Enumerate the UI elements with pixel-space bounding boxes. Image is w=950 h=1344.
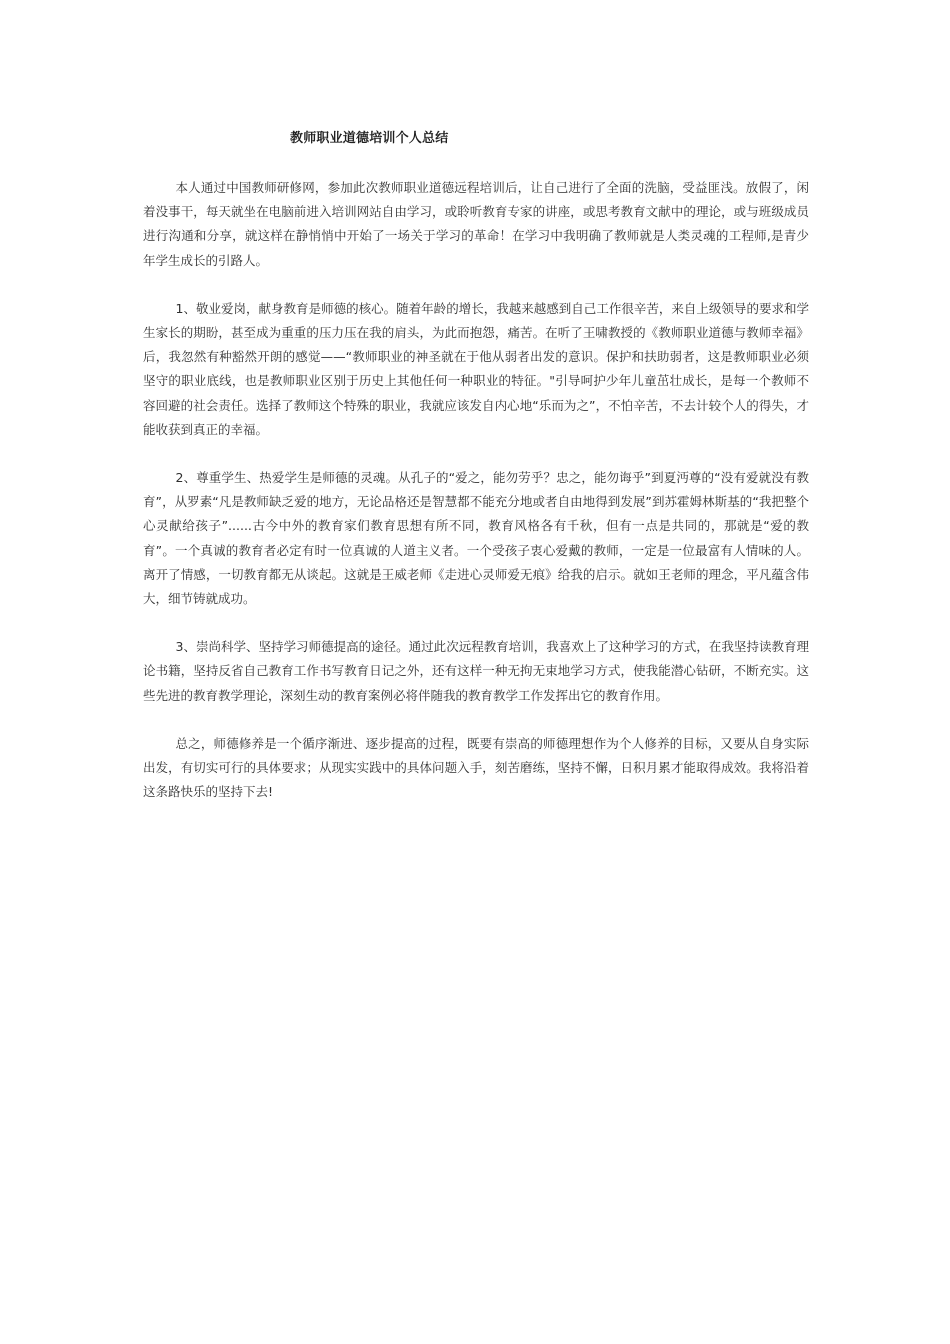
conclusion-paragraph: 总之，师德修养是一个循序渐进、逐步提高的过程，既要有崇高的师德理想作为个人修养的目标，又要从自身实际出发，有切实可行的具体要求；从现实实践中的具体问题入手，刻苦磨练，坚持不懈，日积月累才能取得成效。我将沿着这条路快乐的坚持下去! [143, 735, 809, 800]
point-1-paragraph: 1、敬业爱岗，献身教育是师德的核心。随着年龄的增长，我越来越感到自己工作很辛苦，来自上级领导的要求和学生家长的期盼，甚至成为重重的压力压在我的肩头，为此而抱怨，痛苦。在听了王啸教授的《教师职业道德与教师幸福》后，我忽然有种豁然开朗的感觉——“教师职业的神圣就在于他从弱者出发的意识。保护和扶助弱者，这是教师职业必须坚守的职业底线，也是教师职业区别于历史上其他任何一种职业的特征。"引导呵护少年儿童茁壮成长，是每一个教师不容回避的社会责任。选择了教师这个特殊的职业，我就应该发自内心地“乐而为之”，不怕辛苦，不去计较个人的得失，才能收获到真正的幸福。 [143, 300, 809, 437]
point-3-paragraph: 3、崇尚科学、坚持学习师德提高的途径。通过此次远程教育培训，我喜欢上了这种学习的方式，在我坚持读教育理论书籍，坚持反省自己教育工作书写教育日记之外，还有这样一种无拘无束地学习方式，使我能潜心钻研，不断充实。这些先进的教育教学理论，深刻生动的教育案例必将伴随我的教育教学工作发挥出它的教育作用。 [143, 639, 809, 703]
intro-paragraph: 本人通过中国教师研修网，参加此次教师职业道德远程培训后，让自己进行了全面的洗脑，受益匪浅。放假了，闲着没事干，每天就坐在电脑前进入培训网站自由学习，或聆听教育专家的讲座，或思考教育文献中的理论，或与班级成员进行沟通和分享，就这样在静悄悄中开始了一场关于学习的革命！在学习中我明确了教师就是人类灵魂的工程师,是青少年学生成长的引路人。 [143, 180, 809, 268]
document-body [143, 176, 809, 828]
point-2-paragraph: 2、尊重学生、热爱学生是师德的灵魂。从孔子的“爱之，能勿劳乎？忠之，能勿诲乎”到夏沔尊的“没有爱就没有教育”，从罗素“凡是教师缺乏爱的地方，无论品格还是智慧都不能充分地或者自由地得到发展”到苏霍姆林斯基的“我把整个心灵献给孩子”......古今中外的教育家们教育思想有所不同，教育风格各有千秋，但有一点是共同的，那就是“爱的教育”。一个真诚的教育者必定有时一位真诚的人道主义者。一个受孩子衷心爱戴的教师，一定是一位最富有人情味的人。离开了情感，一切教育都无从谈起。这就是王威老师《走进心灵师爱无痕》给我的启示。就如王老师的理念，平凡蕴含伟大，细节铸就成功。 [143, 470, 809, 607]
document-title: 教师职业道德培训个人总结 [290, 131, 449, 146]
